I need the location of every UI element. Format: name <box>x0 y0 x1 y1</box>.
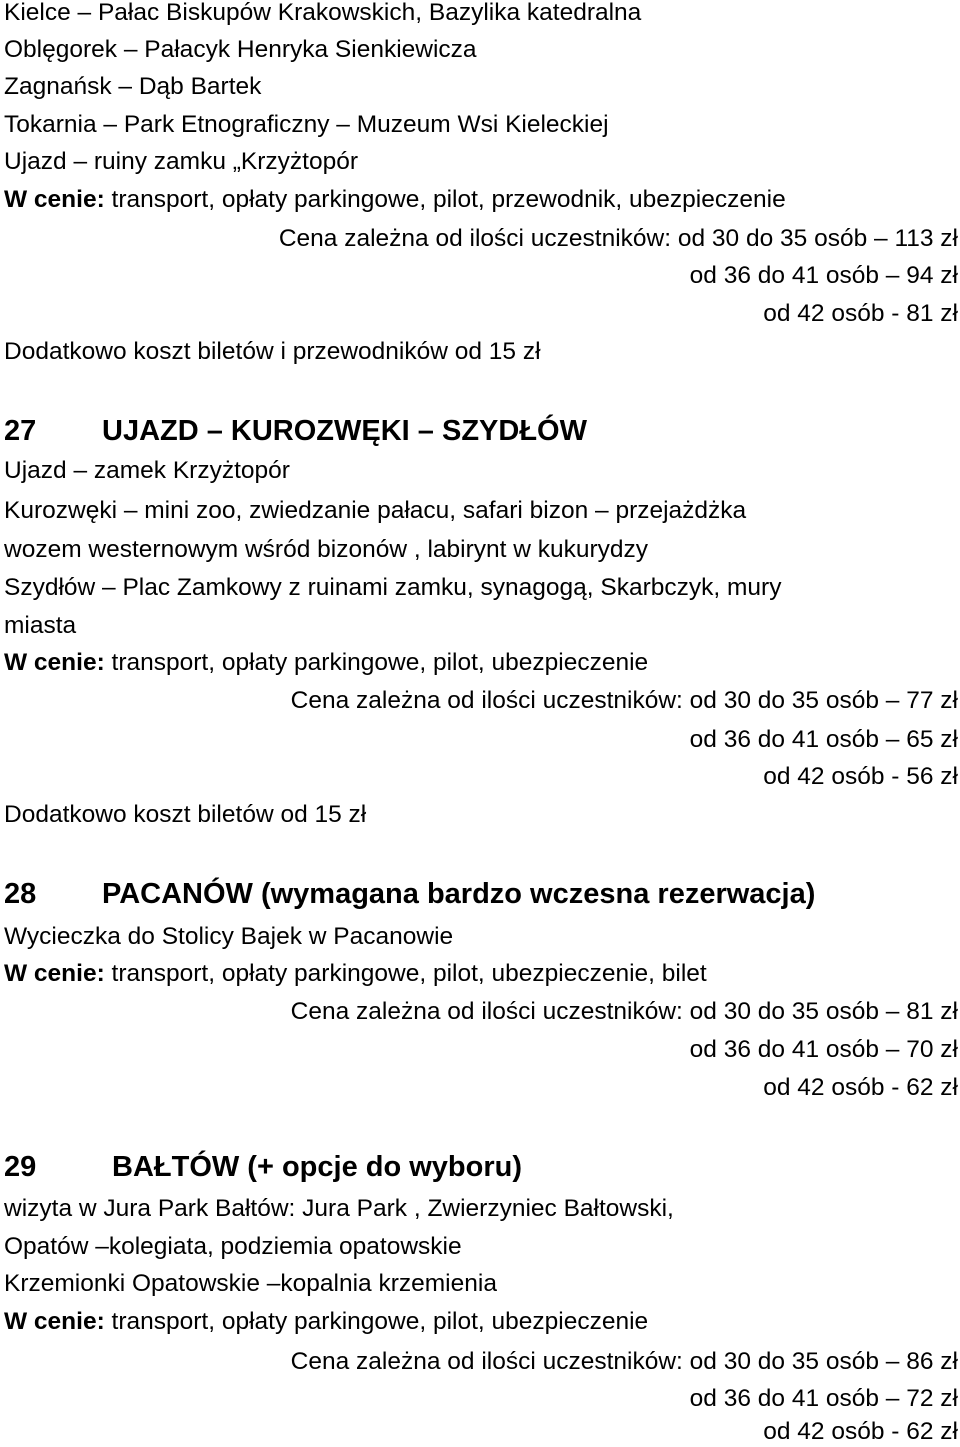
attraction-line: miasta <box>4 612 77 639</box>
included-text: transport, opłaty parkingowe, pilot, ubezpieczenie <box>104 1308 649 1335</box>
attraction-line: Wycieczka do Stolicy Bajek w Pacanowie <box>4 923 454 950</box>
extra-cost-line: Dodatkowo koszt biletów od 15 zł <box>4 801 367 828</box>
attraction-line: Opatów –kolegiata, podziemia opatowskie <box>4 1233 462 1260</box>
section-heading <box>4 877 815 911</box>
section-number: 28 <box>4 878 37 910</box>
included-line <box>4 185 786 215</box>
attraction-line: Ujazd – ruiny zamku „Krzyżtopór <box>4 148 359 175</box>
section-title: UJAZD – KUROZWĘKI – SZYDŁÓW <box>102 415 587 447</box>
price-line: od 42 osób - 81 zł <box>763 300 958 327</box>
price-line: Cena zależna od ilości uczestników: od 30 do 35 osób – 81 zł <box>290 998 958 1025</box>
price-line: od 36 do 41 osób – 72 zł <box>689 1385 958 1412</box>
attraction-line: wizyta w Jura Park Bałtów: Jura Park , Zwierzyniec Bałtowski, <box>4 1195 674 1222</box>
price-line: od 42 osób - 62 zł <box>763 1074 958 1101</box>
included-label: W cenie: <box>4 649 105 676</box>
price-line: od 42 osób - 62 zł <box>763 1418 958 1445</box>
attraction-line: Krzemionki Opatowskie –kopalnia krzemienia <box>4 1270 497 1297</box>
price-line: od 36 do 41 osób – 65 zł <box>689 726 958 753</box>
section-title: BAŁTÓW (+ opcje do wyboru) <box>112 1151 523 1183</box>
extra-cost-line: Dodatkowo koszt biletów i przewodników od 15 zł <box>4 338 541 365</box>
included-line <box>4 1307 648 1337</box>
price-line: Cena zależna od ilości uczestników: od 30 do 35 osób – 86 zł <box>290 1348 958 1375</box>
attraction-line: Tokarnia – Park Etnograficzny – Muzeum Wsi Kieleckiej <box>4 111 609 138</box>
included-line <box>4 959 707 989</box>
section-number: 29 <box>4 1151 37 1183</box>
attraction-line: Ujazd – zamek Krzyżtopór <box>4 457 290 484</box>
section-number: 27 <box>4 415 37 447</box>
attraction-line: Szydłów – Plac Zamkowy z ruinami zamku, synagogą, Skarbczyk, mury <box>4 574 782 601</box>
price-line: Cena zależna od ilości uczestników: od 30 do 35 osób – 113 zł <box>278 225 958 252</box>
price-line: od 36 do 41 osób – 94 zł <box>689 262 958 289</box>
section-heading <box>4 1150 522 1184</box>
included-text: transport, opłaty parkingowe, pilot, ubezpieczenie, bilet <box>104 960 707 987</box>
attraction-line: Zagnańsk – Dąb Bartek <box>4 73 262 100</box>
included-line <box>4 648 648 678</box>
price-line: Cena zależna od ilości uczestników: od 30 do 35 osób – 77 zł <box>290 687 958 714</box>
attraction-line: Oblęgorek – Pałacyk Henryka Sienkiewicza <box>4 36 477 63</box>
included-label: W cenie: <box>4 960 105 987</box>
attraction-line: Kurozwęki – mini zoo, zwiedzanie pałacu, safari bizon – przejażdżka <box>4 497 747 524</box>
attraction-line: wozem westernowym wśród bizonów , labirynt w kukurydzy <box>4 536 649 563</box>
included-text: transport, opłaty parkingowe, pilot, ubezpieczenie <box>104 649 649 676</box>
attraction-line: Kielce – Pałac Biskupów Krakowskich, Bazylika katedralna <box>4 0 642 26</box>
included-text: transport, opłaty parkingowe, pilot, przewodnik, ubezpieczenie <box>104 186 786 213</box>
price-line: od 42 osób - 56 zł <box>763 763 958 790</box>
section-heading <box>4 414 587 448</box>
included-label: W cenie: <box>4 1308 105 1335</box>
section-title: PACANÓW (wymagana bardzo wczesna rezerwacja) <box>102 878 816 910</box>
price-line: od 36 do 41 osób – 70 zł <box>689 1036 958 1063</box>
included-label: W cenie: <box>4 186 105 213</box>
